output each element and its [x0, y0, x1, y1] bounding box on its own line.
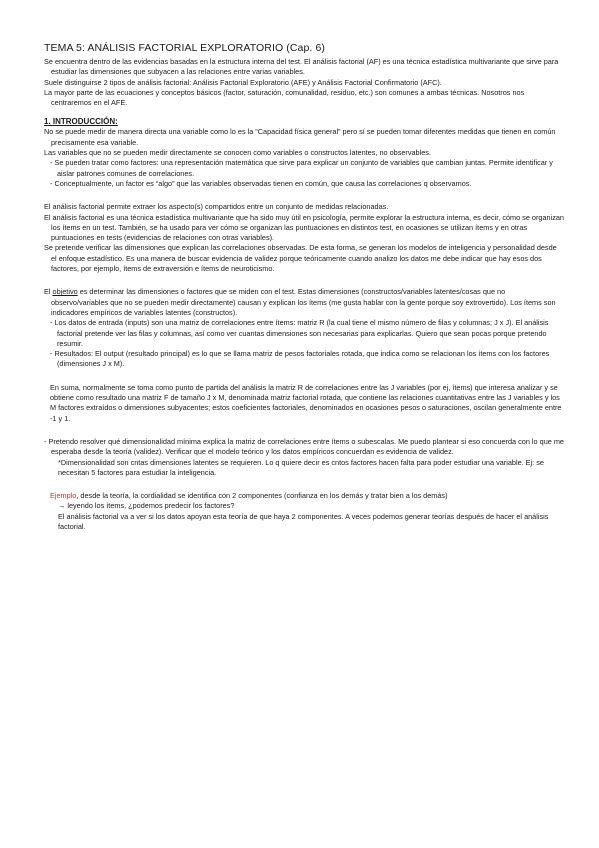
block3-bullet-inputs: - Los datos de entrada (inputs) son una matriz de correlaciones entre ítems: matriz R (la cual tiene el mismo número de filas y columnas; J x J). El análisis factorial pretende ver las filas y columnas, así como ver cuantas dimensiones son necesarias para explicarlas. Quiero que sean pocas porque pretendo resumir. [50, 318, 549, 348]
section1-bullet-2: - Conceptualmente, un factor es “algo” que las variables observadas tienen en común, que causa las correlaciones q observamos. [50, 178, 472, 188]
page-title: TEMA 5: ANÁLISIS FACTORIAL EXPLORATORIO (Cap. 6) [44, 42, 325, 54]
block2-paragraph-1: El análisis factorial permite extraer los aspecto(s) compartidos entre un conjunto de medidas relacionadas. [44, 202, 389, 212]
objective-prefix: El [44, 287, 53, 297]
block6-conclusion: El análisis factorial va a ver si los datos apoyan esta teoría de que haya 2 componentes. A veces podemos generar teorías después de hacer el análisis factorial. [58, 511, 549, 531]
intro-paragraph-2: Suele distinguirse 2 tipos de análisis factorial: Análisis Factorial Exploratorio (AFE) y Análisis Factorial Confirmatorio (AFC). [44, 77, 442, 87]
block3-bullet-results: - Resultados: El output (resultado principal) es lo que se llama matriz de pesos factoriales rotada, que indica como se relacionan los ítems con los factores (dimensiones J x M). [50, 349, 550, 369]
section1-paragraph-2: Las variables que no se pueden medir directamente se conocen como variables o constructos latentes, no observables. [44, 148, 431, 158]
block3-objective-paragraph [44, 287, 564, 318]
intro-paragraph-3: La mayor parte de las ecuaciones y conceptos básicos (factor, saturación, comunalidad, residuo, etc.) son comunes a ambas técnicas. Nosotros nos centraremos en el AFE. [44, 87, 525, 108]
example-label: Ejemplo [50, 491, 77, 501]
section1-paragraph-1: No se puede medir de manera directa una variable como lo es la “Capacidad física general” pero sí se pueden tomar diferentes medidas que tienen en común precisamente esa variable. [44, 127, 556, 147]
block2-paragraph-2: El análisis factorial es una técnica estadística multivariante que ha sido muy útil en psicología, permite explorar la estructura interna, es decir, cómo se organizan los ítems en un test. También, se ha usado para ver cómo se organizan las puntuaciones en distintos test, en ocasiones se utilizan ítems y en otras puntuaciones en tests (evidencias de relaciones con otras variables). [44, 212, 564, 243]
document-page [44, 42, 564, 532]
section-heading-introduccion: 1. INTRODUCCIÓN: [44, 117, 118, 127]
example-text: , desde la teoría, la cordialidad se identifica con 2 componentes (confianza en los demás y tratar bien a los demás) [76, 491, 448, 501]
block5-bullet-dimensionality: - Pretendo resolver qué dimensionalidad mínima explica la matriz de correlaciones entre ítems o subescalas. Me puedo plantear si eso concuerda con lo que me esperaba desde la teoría (validez). Verificar que el modelo teórico y los datos empíricos concuerdan es evidencia de validez. [44, 436, 564, 457]
objective-underlined: objetivo [52, 287, 78, 297]
block6-example-paragraph [44, 491, 564, 501]
objective-text: es determinar las dimensiones o factores que se miden con el test. Estas dimensiones (constructos/variables latentes/cosas que no observo/variables que no se pueden medir directamente) causan y explican los ítems (me gusta hablar con la gente porque soy extrovertido). Los ítems son indicadores empíricos de variables latentes (constructos). [51, 287, 556, 317]
block6-arrow-line: → leyendo los ítems, ¿podemos predecir los factores? [58, 501, 235, 511]
intro-paragraph-1: Se encuentra dentro de las evidencias basadas en la estructura interna del test. El análisis factorial (AF) es una técnica estadística multivariante que sirve para estudiar las dimensiones que subyacen a las relaciones entre varias variables. [44, 57, 559, 77]
block2-paragraph-3: Se pretende verificar las dimensiones que explican las correlaciones observadas. De esta forma, se generan los modelos de inteligencia y personalidad desde el enfoque estadístico. Es una manera de buscar evidencia de validez porque teóricamente cuando analizo los datos me debe indicar que hay esos dos factores, por ejemplo, ítems de extraversión e ítems de neuroticismo. [44, 243, 557, 274]
section1-bullet-1: - Se pueden tratar como factores: una representación matemática que sirve para explicar un conjunto de variables que cambian juntas. Permite identificar y aislar patrones comunes de correlaciones. [50, 158, 553, 178]
block4-summary-paragraph: En suma, normalmente se toma como punto de partida del análisis la matriz R de correlaciones entre las J variables (por ej, ítems) que interesa analizar y se obtiene como resultado una matriz F de tamaño J x M, denominada matriz factorial rotada, que contiene las relaciones cuantitativas entre las J variables y los M factores extraídos o dimensiones subyacentes; estos coeficientes factoriales, denominados en ocasiones pesos o saturaciones, oscilan generalmente entre -1 y 1. [50, 382, 562, 423]
block5-note-dimensionality: *Dimensionalidad son cntas dimensiones latentes se requieren. Lo q quiere decir es cntos factores hacen falta para poder estudiar una variable. Ej: se necesitan 5 factores para estudiar la inteligencia. [58, 457, 544, 477]
